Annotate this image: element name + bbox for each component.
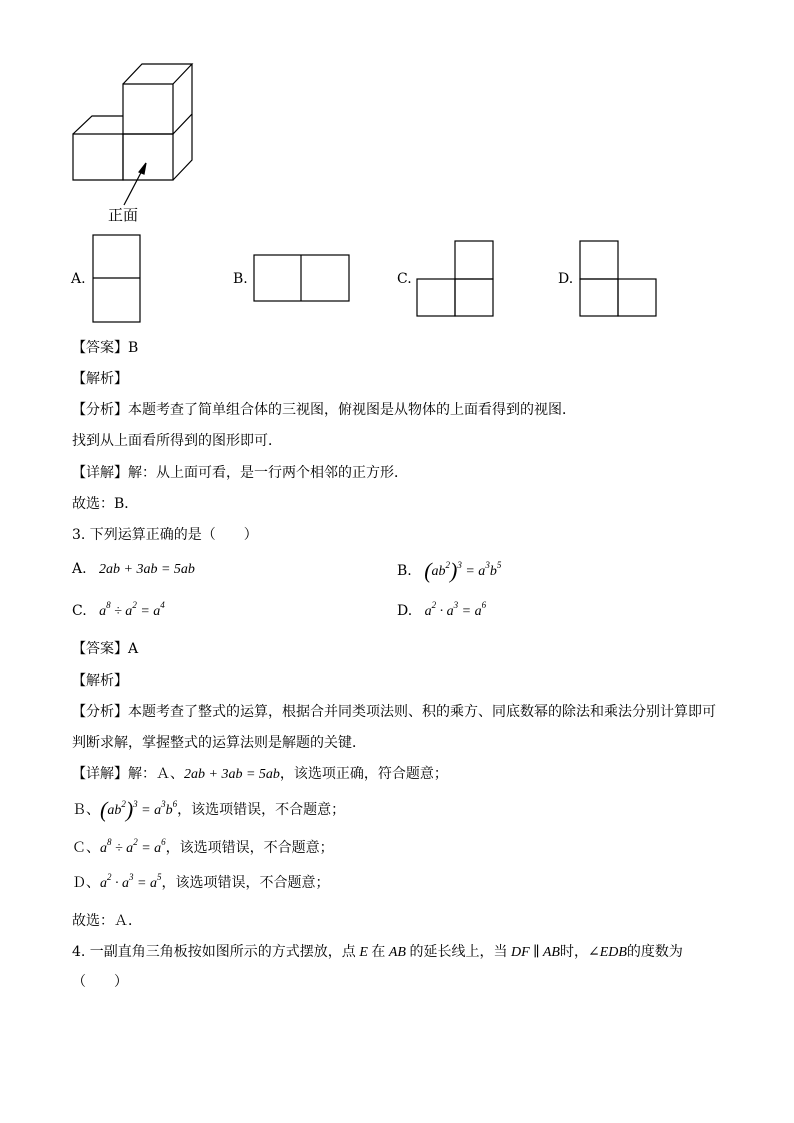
q4-stem-part-4: 时， [559, 944, 588, 960]
q2-choose: 故选：B． [72, 496, 139, 512]
q3-analysis-1: 【分析】本题考查了整式的运算，根据合并同类项法则、积的乘方、同底数幂的除法和乘法分别计算即可 [72, 704, 716, 720]
option-b-figure [253, 254, 351, 302]
q3-detail-c-prefix: Ｃ、 [72, 840, 100, 856]
q3-option-b-label: B. [397, 563, 412, 579]
q4-stem-line-2: （ ） [72, 974, 128, 990]
q3-detail-b: Ｂ、$(ab^2)^3 = a^3b^6$，该选项错误，不合题意； [72, 797, 346, 822]
q3-detail-c-tail: ，该选项错误，不合题意； [165, 840, 334, 856]
solid-figure [70, 60, 200, 230]
q3-answer: 【答案】A [72, 641, 139, 657]
option-a-figure [92, 234, 142, 324]
q3-option-d: D. $a^2 \cdot a^3 = a^6$ [397, 600, 487, 619]
q2-answer: 【答案】B [72, 340, 139, 356]
q2-analysis-2: 找到从上面看所得到的图形即可． [72, 433, 282, 449]
q3-analysis-2: 判断求解，掌握整式的运算法则是解题的关键． [72, 735, 366, 751]
q4-stem-part-3: 的延长线上，当 [409, 944, 508, 960]
q4-stem-part-2: 在 [371, 944, 386, 960]
q3-detail-d-tail: ，该选项错误，不合题意； [161, 875, 330, 891]
q4-stem-part-5: 的度数为 [626, 944, 683, 960]
q3-choose: 故选：Ａ． [72, 913, 142, 929]
q3-detail-c: Ｃ、$a^8 \div a^2 = a^6$，该选项错误，不合题意； [72, 837, 334, 856]
q3-detail-d: Ｄ、$a^2 \cdot a^3 = a^5$，该选项错误，不合题意； [72, 872, 330, 891]
option-c-figure [416, 240, 496, 318]
q3-option-b: B. $(ab^2)^3 = a^3b^5$ [397, 558, 502, 583]
q4-stem-line-1: 4. 一副直角三角板按如图所示的方式摆放，点 E 在 AB 的延长线上，当 DF ∥ AB时，∠EDB的度数为 [72, 944, 683, 960]
q3-option-d-label: D. [397, 603, 413, 619]
q3-stem: 3. 下列运算正确的是（ ） [72, 527, 258, 543]
q3-detail-b-prefix: Ｂ、 [72, 802, 100, 818]
q3-detail-b-tail: ，该选项错误，不合题意； [177, 802, 346, 818]
q3-option-c: C. $a^8 \div a^2 = a^4$ [72, 600, 165, 619]
q3-detail-a-tail: ，该选项正确，符合题意； [279, 766, 448, 782]
option-c-label: C. [397, 271, 412, 287]
q3-detail-a: 【详解】解：Ａ、2ab + 3ab = 5ab，该选项正确，符合题意； [72, 766, 448, 782]
q2-analysis-1: 【分析】本题考查了简单组合体的三视图，俯视图是从物体的上面看得到的视图． [72, 402, 576, 418]
q3-detail-prefix: 【详解】解：Ａ、 [72, 766, 184, 782]
q3-option-a-label: A. [72, 561, 87, 577]
option-d-figure [579, 240, 659, 318]
q2-analysis-head: 【解析】 [72, 371, 128, 387]
q3-option-a: A. 2ab + 3ab = 5ab [72, 561, 195, 577]
option-d-label: D. [558, 271, 574, 287]
q3-option-c-label: C. [72, 603, 87, 619]
q4-stem-part-1: 4. 一副直角三角板按如图所示的方式摆放，点 [72, 944, 356, 960]
q2-detail: 【详解】解：从上面可看，是一行两个相邻的正方形． [72, 465, 408, 481]
option-a-label: A. [71, 271, 86, 287]
front-label: 正面 [108, 206, 139, 224]
option-b-label: B. [233, 271, 248, 287]
q3-analysis-head: 【解析】 [72, 673, 128, 689]
q3-detail-d-prefix: Ｄ、 [72, 875, 100, 891]
